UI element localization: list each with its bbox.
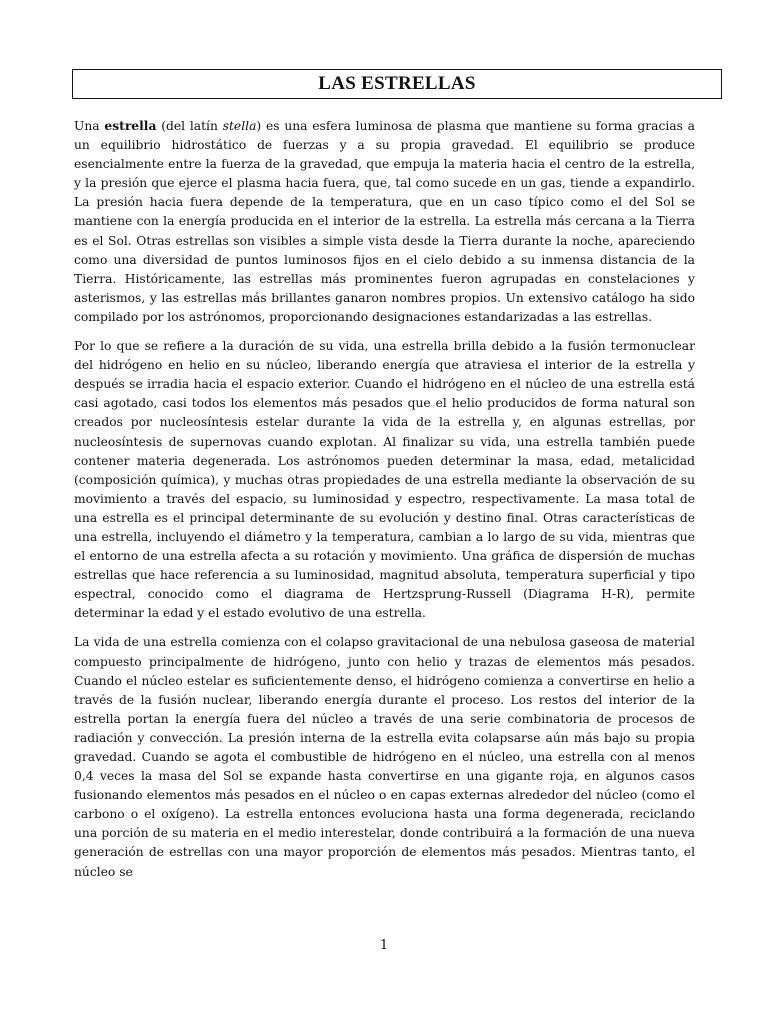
paragraph-1-mid: (del latín <box>156 119 223 133</box>
paragraph-1-rest: ) es una esfera luminosa de plasma que mantiene su forma gracias a un equilibrio hidrostático de fuerzas y a su propia gravedad. El equilibrio se produce esencialmente entre la fuerza de la gravedad, que empuja la materia hacia el centro de la estrella, y la presión que ejerce el plasma hacia fuera, que, tal como sucede en un gas, tiende a expandirlo. La presión hacia fuera depende de la temperatura, que en un caso típico como el del Sol se mantiene con la energía producida en el interior de la estrella. La estrella más cercana a la Tierra es el Sol. Otras estrellas son visibles a simple vista desde la Tierra durante la noche, apareciendo como una diversidad de puntos luminosos fijos en el cielo debido a su inmensa distancia de la Tierra. Históricamente, las estrellas más prominentes fueron agrupadas en constelaciones y asterismos, y las estrellas más brillantes ganaron nombres propios. Un extensivo catálogo ha sido compilado por los astrónomos, proporcionando designaciones estandarizadas a las estrellas. <box>74 119 696 324</box>
paragraph-1-italic-term: stella <box>222 119 257 133</box>
paragraph-2: Por lo que se refiere a la duración de su vida, una estrella brilla debido a la fusión termonuclear del hidrógeno en helio en su núcleo, liberando energía que atraviesa el interior de la estrella y después se irradia hacia el espacio exterior. Cuando el hidrógeno en el núcleo de una estrella está casi agotado, casi todos los elementos más pesados que el helio producidos de forma natural son creados por nucleosíntesis estelar durante la vida de la estrella y, en algunas estrellas, por nucleosíntesis de supernovas cuando explotan. Al finalizar su vida, una estrella también puede contener materia degenerada. Los astrónomos pueden determinar la masa, edad, metalicidad (composición química), y muchas otras propiedades de una estrella mediante la observación de su movimiento a través del espacio, su luminosidad y espectro, respectivamente. La masa total de una estrella es el principal determinante de su evolución y destino final. Otras características de una estrella, incluyendo el diámetro y la temperatura, cambian a lo largo de su vida, mientras que el entorno de una estrella afecta a su rotación y movimiento. Una gráfica de dispersión de muchas estrellas que hace referencia a su luminosidad, magnitud absoluta, temperatura superficial y tipo espectral, conocido como el diagrama de Hertzsprung-Russell (Diagrama H-R), permite determinar la edad y el estado evolutivo de una estrella. <box>74 339 695 621</box>
document-title: LAS ESTRELLAS <box>72 69 722 99</box>
paragraph-1-intro: Una <box>74 119 105 133</box>
page-number: 1 <box>379 938 389 953</box>
paragraph-1-bold-term: estrella <box>104 118 157 133</box>
paragraph-3: La vida de una estrella comienza con el colapso gravitacional de una nebulosa gaseosa de material compuesto principalmente de hidrógeno, junto con helio y trazas de elementos más pesados. Cuando el núcleo estelar es suficientemente denso, el hidrógeno comienza a convertirse en helio a través de la fusión nuclear, liberando energía durante el proceso. Los restos del interior de la estrella portan la energía fuera del núcleo a través de una serie combinatoria de procesos de radiación y convección. La presión interna de la estrella evita colapsarse aún más bajo su propia gravedad. Cuando se agota el combustible de hidrógeno en el núcleo, una estrella con al menos 0,4 veces la masa del Sol se expande hasta convertirse en una gigante roja, en algunos casos fusionando elementos más pesados en el núcleo o en capas externas alrededor del núcleo (como el carbono o el oxígeno). La estrella entonces evoluciona hasta una forma degenerada, reciclando una porción de su materia en el medio interestelar, donde contribuirá a la formación de una nueva generación de estrellas con una mayor proporción de elementos más pesados. Mientras tanto, el núcleo se <box>74 635 695 879</box>
paragraph-1 <box>74 116 695 327</box>
document-body <box>74 116 695 892</box>
